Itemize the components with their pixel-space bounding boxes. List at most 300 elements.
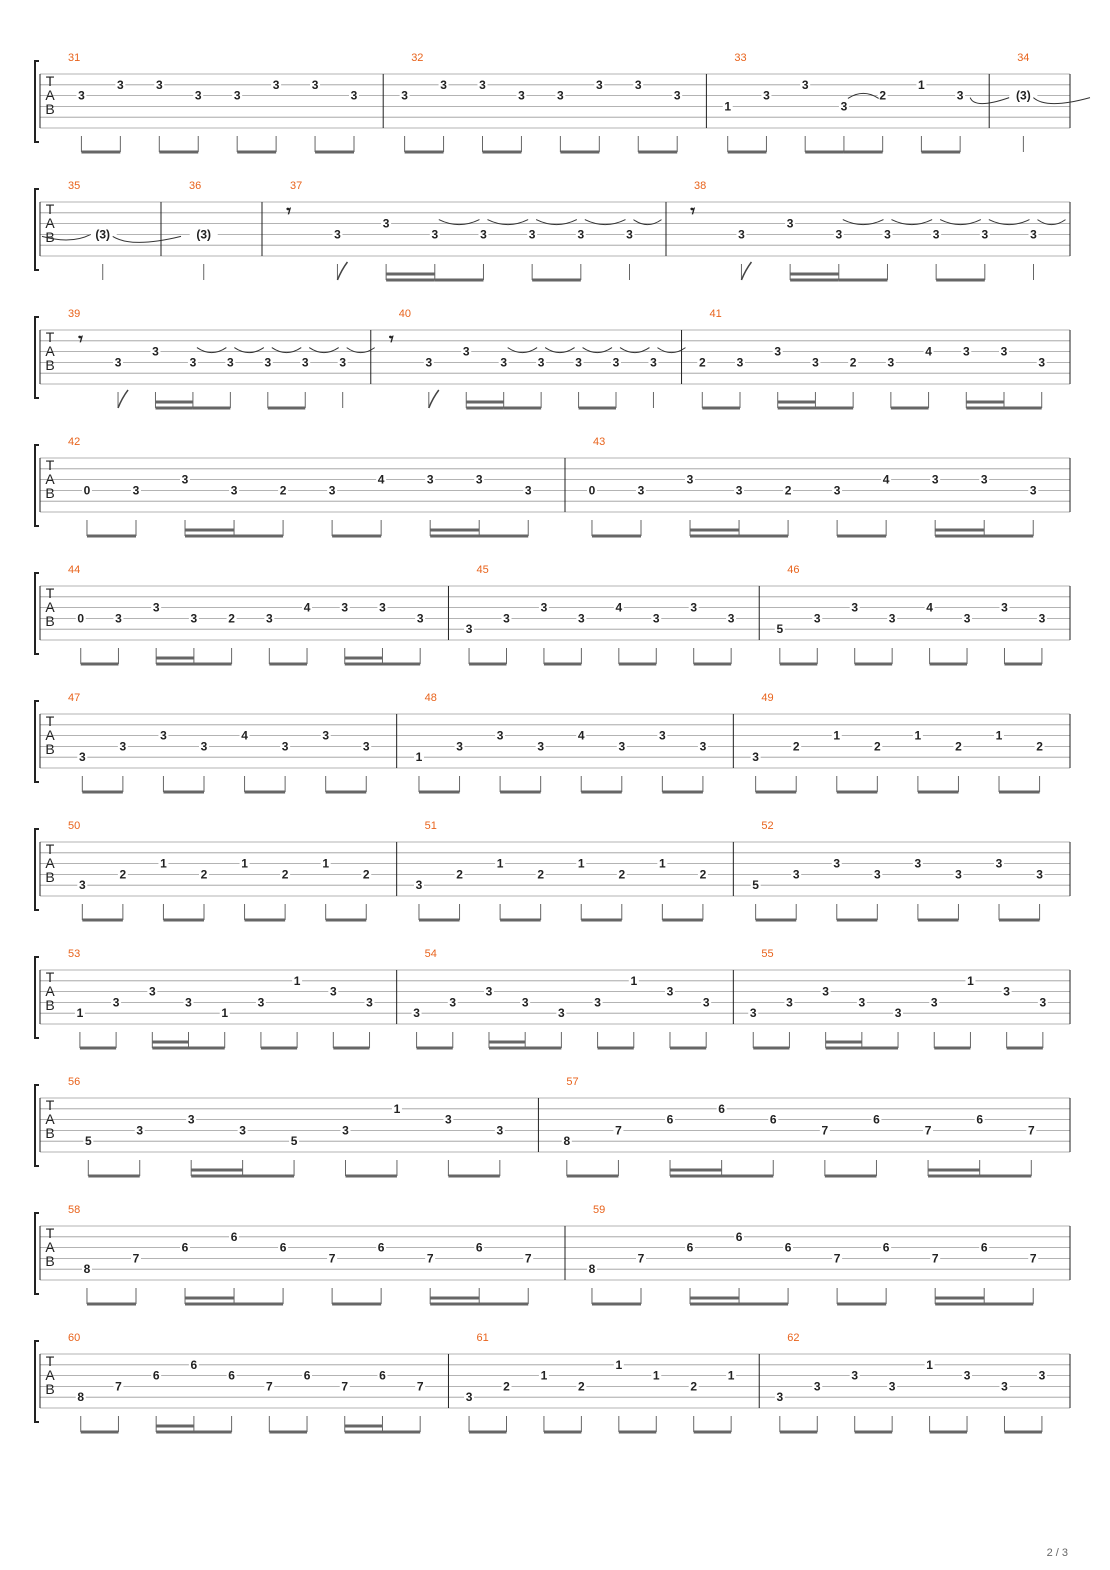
fret-number: 3 xyxy=(914,856,922,871)
tab-clef-letter: T xyxy=(45,585,55,601)
fret-number: 3 xyxy=(932,227,940,242)
fret-number: 3 xyxy=(618,739,626,754)
fret-number: 3 xyxy=(786,216,794,231)
fret-number: 3 xyxy=(382,216,390,231)
fret-number: 3 xyxy=(362,739,370,754)
fret-number: 3 xyxy=(812,355,819,370)
fret-number: (3) xyxy=(95,227,111,242)
fret-number: 3 xyxy=(652,611,660,626)
fret-number: 0 xyxy=(588,483,596,498)
fret-number: 6 xyxy=(230,1229,238,1244)
system-bracket xyxy=(35,189,39,270)
fret-number: 3 xyxy=(749,1006,757,1021)
bar-number: 51 xyxy=(424,820,437,832)
bar-number: 39 xyxy=(68,308,81,320)
fret-number: 3 xyxy=(1039,995,1047,1010)
tab-clef-letter: A xyxy=(45,343,55,359)
tab-clef-letter: T xyxy=(45,713,55,729)
bar-number: 58 xyxy=(68,1204,81,1216)
tab-clef-letter: T xyxy=(45,1097,55,1113)
tab-clef-letter: B xyxy=(45,1125,55,1141)
fret-number: 3 xyxy=(160,728,167,743)
fret-number: 3 xyxy=(264,355,272,370)
fret-number: 3 xyxy=(379,600,386,615)
bar-number: 48 xyxy=(424,692,437,704)
fret-number: 1 xyxy=(221,1006,229,1021)
fret-number: 3 xyxy=(521,995,529,1010)
fret-number: 3 xyxy=(334,227,341,242)
fret-number: 3 xyxy=(456,739,463,754)
fret-number: 6 xyxy=(735,1229,743,1244)
fret-number: 2 xyxy=(281,867,289,882)
bar-number: 50 xyxy=(68,820,81,832)
fret-number: 3 xyxy=(727,611,735,626)
fret-number: 3 xyxy=(666,984,674,999)
bar-number: 36 xyxy=(189,180,202,192)
fret-number: 6 xyxy=(873,1112,880,1127)
fret-number: 2 xyxy=(792,739,800,754)
fret-number: 3 xyxy=(329,984,337,999)
fret-number: 3 xyxy=(575,355,582,370)
fret-number: 3 xyxy=(840,99,848,114)
tab-clef-letter: T xyxy=(45,73,55,89)
fret-number: 3 xyxy=(500,355,508,370)
fret-number: 7 xyxy=(1029,1251,1037,1266)
fret-number: 7 xyxy=(1027,1123,1035,1138)
fret-number: 8 xyxy=(77,1390,85,1405)
bar-number: 57 xyxy=(566,1076,579,1088)
tab-clef-letter: B xyxy=(45,741,55,757)
fret-number: 2 xyxy=(618,867,626,882)
bar-number: 40 xyxy=(398,308,412,320)
fret-number: 3 xyxy=(496,728,504,743)
fret-number: 3 xyxy=(577,227,585,242)
bar-number: 41 xyxy=(709,308,722,320)
fret-number: 3 xyxy=(752,750,759,765)
fret-number: 3 xyxy=(792,867,800,882)
fret-number: 2 xyxy=(537,867,545,882)
fret-number: 3 xyxy=(112,995,120,1010)
fret-number: 7 xyxy=(426,1251,434,1266)
fret-number: 3 xyxy=(894,1006,902,1021)
fret-number: 3 xyxy=(115,611,122,626)
fret-number: 3 xyxy=(425,355,433,370)
eighth-flag xyxy=(429,390,439,408)
fret-number: 5 xyxy=(776,622,784,637)
system-bracket xyxy=(35,1341,39,1422)
bar-number: 56 xyxy=(68,1076,81,1088)
fret-number: 3 xyxy=(462,344,470,359)
fret-number: 4 xyxy=(377,472,385,487)
fret-number: 3 xyxy=(963,1368,971,1383)
fret-number: 1 xyxy=(76,1006,84,1021)
fret-number: 7 xyxy=(615,1123,622,1138)
fret-number: 3 xyxy=(480,227,487,242)
fret-number: 1 xyxy=(577,856,585,871)
fret-number: 3 xyxy=(152,600,160,615)
fret-number: 3 xyxy=(496,1123,504,1138)
fret-number: 3 xyxy=(440,77,447,92)
fret-number: 3 xyxy=(114,355,122,370)
system-bracket xyxy=(35,701,39,782)
tab-clef-letter: A xyxy=(45,983,55,999)
fret-number: 3 xyxy=(265,611,273,626)
tab-clef-letter: A xyxy=(45,471,55,487)
fret-number: 3 xyxy=(187,1112,195,1127)
eighth-flag xyxy=(118,390,128,408)
fret-number: 1 xyxy=(659,856,666,871)
fret-number: 3 xyxy=(873,867,881,882)
fret-number: 7 xyxy=(341,1379,349,1394)
fret-number: 3 xyxy=(200,739,208,754)
fret-number: 3 xyxy=(233,88,241,103)
fret-number: (3) xyxy=(196,227,212,242)
fret-number: 3 xyxy=(833,483,841,498)
fret-number: 3 xyxy=(540,600,548,615)
fret-number: 4 xyxy=(303,600,311,615)
fret-number: 2 xyxy=(873,739,881,754)
fret-number: 1 xyxy=(967,973,974,988)
fret-number: 6 xyxy=(718,1101,725,1116)
tab-clef-letter: T xyxy=(45,969,55,985)
fret-number: 6 xyxy=(181,1240,189,1255)
fret-number: 2 xyxy=(879,88,887,103)
fret-number: 2 xyxy=(698,355,706,370)
tab-clef-letter: T xyxy=(45,1353,55,1369)
fret-number: 2 xyxy=(690,1379,698,1394)
fret-number: 3 xyxy=(786,995,793,1010)
tab-clef-letter: B xyxy=(45,357,55,373)
fret-number: 0 xyxy=(83,483,91,498)
fret-number: 6 xyxy=(279,1240,287,1255)
bar-number: 47 xyxy=(68,692,81,704)
fret-number: 3 xyxy=(557,88,564,103)
fret-number: 6 xyxy=(377,1240,385,1255)
fret-number: 7 xyxy=(416,1379,424,1394)
fret-number: 2 xyxy=(578,1379,585,1394)
fret-number: 3 xyxy=(119,739,127,754)
fret-number: 7 xyxy=(265,1379,273,1394)
fret-number: 3 xyxy=(595,77,603,92)
fret-number: 3 xyxy=(822,984,829,999)
fret-number: 3 xyxy=(78,88,85,103)
bar-number: 44 xyxy=(68,564,81,576)
bar-number: 33 xyxy=(734,52,747,64)
fret-number: 7 xyxy=(132,1251,140,1266)
fret-number: 3 xyxy=(835,227,843,242)
bar-number: 35 xyxy=(68,180,81,192)
fret-number: 3 xyxy=(1001,600,1008,615)
fret-number: 6 xyxy=(379,1368,386,1383)
fret-number: 3 xyxy=(272,77,280,92)
fret-number: 5 xyxy=(84,1134,92,1149)
fret-number: 3 xyxy=(981,227,989,242)
fret-number: 4 xyxy=(577,728,585,743)
fret-number: 3 xyxy=(686,472,694,487)
fret-number: 3 xyxy=(479,77,486,92)
bar-number: 54 xyxy=(424,948,437,960)
fret-number: 3 xyxy=(1001,1379,1008,1394)
fret-number: 3 xyxy=(1038,611,1046,626)
fret-number: 6 xyxy=(882,1240,890,1255)
tab-clef-letter: T xyxy=(45,457,55,473)
system-bracket xyxy=(35,61,39,142)
tab-clef-letter: T xyxy=(45,201,55,217)
fret-number: 3 xyxy=(339,355,347,370)
fret-number: 3 xyxy=(650,355,657,370)
fret-number: 3 xyxy=(690,600,698,615)
fret-number: 1 xyxy=(926,1357,933,1372)
fret-number: 1 xyxy=(241,856,248,871)
fret-number: 3 xyxy=(239,1123,246,1138)
fret-number: 6 xyxy=(976,1112,984,1127)
bar-number: 34 xyxy=(1017,52,1030,64)
tab-clef-letter: B xyxy=(45,613,55,629)
fret-number: 3 xyxy=(155,77,163,92)
fret-number: 4 xyxy=(925,344,932,359)
fret-number: 3 xyxy=(1000,344,1008,359)
eighth-rest: 𝄾 xyxy=(286,200,292,222)
fret-number: 3 xyxy=(1036,867,1043,882)
fret-number: 3 xyxy=(594,995,601,1010)
bar-number: 59 xyxy=(593,1204,606,1216)
fret-number: 7 xyxy=(524,1251,532,1266)
fret-number: 3 xyxy=(78,750,86,765)
fret-number: 3 xyxy=(328,483,336,498)
fret-number: 3 xyxy=(659,728,666,743)
fret-number: 3 xyxy=(528,227,536,242)
system-bracket xyxy=(35,445,39,526)
fret-number: 1 xyxy=(293,973,301,988)
fret-number: 2 xyxy=(849,355,857,370)
tab-clef-letter: A xyxy=(45,215,55,231)
fret-number: 6 xyxy=(769,1112,777,1127)
fret-number: 3 xyxy=(995,856,1003,871)
bar-number: 38 xyxy=(694,180,707,192)
fret-number: 3 xyxy=(763,88,770,103)
bar-number: 55 xyxy=(761,948,774,960)
fret-number: 3 xyxy=(956,88,964,103)
fret-number: 2 xyxy=(456,867,463,882)
fret-number: 3 xyxy=(931,472,939,487)
fret-number: 2 xyxy=(503,1379,510,1394)
fret-number: 6 xyxy=(980,1240,988,1255)
eighth-rest: 𝄾 xyxy=(78,328,83,350)
fret-number: 1 xyxy=(540,1368,548,1383)
fret-number: 3 xyxy=(1030,227,1037,242)
system-bracket xyxy=(35,1213,39,1294)
fret-number: 3 xyxy=(503,611,510,626)
fret-number: 3 xyxy=(415,878,423,893)
fret-number: 3 xyxy=(485,984,493,999)
tab-clef-letter: B xyxy=(45,869,55,885)
fret-number: 2 xyxy=(119,867,127,882)
fret-number: 1 xyxy=(496,856,504,871)
system-bracket xyxy=(35,573,39,654)
fret-number: 1 xyxy=(652,1368,660,1383)
fret-number: 3 xyxy=(637,483,645,498)
fret-number: 2 xyxy=(200,867,208,882)
fret-number: 3 xyxy=(465,622,473,637)
fret-number: 3 xyxy=(413,1006,420,1021)
fret-number: 2 xyxy=(362,867,370,882)
fret-number: 3 xyxy=(342,1123,349,1138)
fret-number: 7 xyxy=(637,1251,645,1266)
fret-number: 3 xyxy=(132,483,140,498)
fret-number: 3 xyxy=(955,867,962,882)
fret-number: 3 xyxy=(537,355,545,370)
fret-number: 6 xyxy=(152,1368,160,1383)
fret-number: 3 xyxy=(518,88,525,103)
fret-number: 3 xyxy=(78,878,86,893)
fret-number: 1 xyxy=(615,1357,623,1372)
fret-number: 3 xyxy=(185,995,192,1010)
bar-number: 52 xyxy=(761,820,774,832)
fret-number: 3 xyxy=(281,739,289,754)
bar-number: 61 xyxy=(476,1332,489,1344)
fret-number: 3 xyxy=(465,1390,473,1405)
tab-clef-letter: T xyxy=(45,329,55,345)
fret-number: (3) xyxy=(1016,88,1031,103)
fret-number: 3 xyxy=(416,611,424,626)
fret-number: 4 xyxy=(882,472,890,487)
fret-number: 3 xyxy=(136,1123,144,1138)
fret-number: 8 xyxy=(83,1262,91,1277)
fret-number: 3 xyxy=(851,600,859,615)
fret-number: 3 xyxy=(858,995,866,1010)
bar-number: 32 xyxy=(411,52,424,64)
fret-number: 3 xyxy=(230,483,238,498)
tab-clef-letter: B xyxy=(45,1381,55,1397)
fret-number: 3 xyxy=(257,995,265,1010)
fret-number: 3 xyxy=(887,355,895,370)
tab-clef-letter: B xyxy=(45,101,55,117)
tab-clef-letter: A xyxy=(45,87,55,103)
fret-number: 4 xyxy=(241,728,248,743)
fret-number: 3 xyxy=(801,77,809,92)
fret-number: 3 xyxy=(426,472,434,487)
tab-clef-letter: B xyxy=(45,997,55,1013)
bar-number: 31 xyxy=(68,52,81,64)
fret-number: 4 xyxy=(615,600,623,615)
bar-number: 42 xyxy=(68,436,81,448)
fret-number: 6 xyxy=(475,1240,483,1255)
fret-number: 1 xyxy=(724,99,732,114)
fret-number: 3 xyxy=(152,344,159,359)
fret-number: 2 xyxy=(228,611,235,626)
fret-number: 3 xyxy=(524,483,532,498)
fret-number: 5 xyxy=(290,1134,298,1149)
fret-number: 3 xyxy=(449,995,457,1010)
tab-clef-letter: A xyxy=(45,1239,55,1255)
system-bracket xyxy=(35,1085,39,1166)
fret-number: 6 xyxy=(686,1240,694,1255)
fret-number: 6 xyxy=(303,1368,311,1383)
eighth-flag xyxy=(337,262,347,280)
fret-number: 1 xyxy=(833,728,841,743)
fret-number: 7 xyxy=(924,1123,932,1138)
fret-number: 3 xyxy=(774,344,782,359)
fret-number: 3 xyxy=(851,1368,859,1383)
bar-number: 60 xyxy=(68,1332,81,1344)
fret-number: 3 xyxy=(612,355,620,370)
fret-number: 3 xyxy=(445,1112,452,1127)
fret-number: 3 xyxy=(813,1379,821,1394)
fret-number: 8 xyxy=(588,1262,596,1277)
tab-clef-letter: T xyxy=(45,1225,55,1241)
tie xyxy=(113,236,181,242)
bar-number: 62 xyxy=(787,1332,800,1344)
eighth-rest: 𝄾 xyxy=(388,328,394,350)
bar-number: 49 xyxy=(761,692,774,704)
tab-clef-letter: A xyxy=(45,727,55,743)
fret-number: 3 xyxy=(813,611,821,626)
fret-number: 3 xyxy=(735,483,743,498)
page-number: 2 / 3 xyxy=(1046,1547,1068,1559)
fret-number: 3 xyxy=(311,77,319,92)
tab-clef-letter: B xyxy=(45,485,55,501)
fret-number: 3 xyxy=(634,77,642,92)
fret-number: 3 xyxy=(322,728,330,743)
fret-number: 6 xyxy=(666,1112,674,1127)
tab-clef-letter: T xyxy=(45,841,55,857)
fret-number: 3 xyxy=(888,611,896,626)
fret-number: 7 xyxy=(833,1251,841,1266)
fret-number: 3 xyxy=(1038,1368,1046,1383)
fret-number: 2 xyxy=(699,867,707,882)
fret-number: 6 xyxy=(228,1368,235,1383)
fret-number: 6 xyxy=(190,1357,198,1372)
fret-number: 3 xyxy=(431,227,439,242)
tie xyxy=(1033,98,1090,104)
fret-number: 3 xyxy=(776,1390,784,1405)
fret-number: 3 xyxy=(1038,355,1046,370)
bar-number: 37 xyxy=(290,180,303,192)
eighth-flag xyxy=(741,262,751,280)
fret-number: 3 xyxy=(194,88,202,103)
fret-number: 3 xyxy=(350,88,358,103)
fret-number: 3 xyxy=(963,611,971,626)
fret-number: 1 xyxy=(393,1101,401,1116)
system-bracket xyxy=(35,957,39,1038)
fret-number: 7 xyxy=(931,1251,939,1266)
fret-number: 3 xyxy=(117,77,124,92)
fret-number: 3 xyxy=(833,856,841,871)
fret-number: 1 xyxy=(322,856,330,871)
fret-number: 4 xyxy=(926,600,933,615)
tab-clef-letter: A xyxy=(45,599,55,615)
bar-number: 53 xyxy=(68,948,81,960)
tab-clef-letter: B xyxy=(45,1253,55,1269)
eighth-rest: 𝄾 xyxy=(690,200,696,222)
system-bracket xyxy=(35,317,39,398)
fret-number: 0 xyxy=(77,611,85,626)
fret-number: 3 xyxy=(578,611,585,626)
fret-number: 1 xyxy=(918,77,925,92)
fret-number: 8 xyxy=(563,1134,571,1149)
fret-number: 3 xyxy=(736,355,744,370)
fret-number: 3 xyxy=(962,344,970,359)
tab-clef-letter: A xyxy=(45,1367,55,1383)
fret-number: 3 xyxy=(702,995,710,1010)
system-bracket xyxy=(35,829,39,910)
fret-number: 3 xyxy=(227,355,234,370)
fret-number: 3 xyxy=(189,355,197,370)
fret-number: 3 xyxy=(181,472,189,487)
fret-number: 7 xyxy=(115,1379,122,1394)
fret-number: 3 xyxy=(341,600,349,615)
fret-number: 2 xyxy=(955,739,962,754)
